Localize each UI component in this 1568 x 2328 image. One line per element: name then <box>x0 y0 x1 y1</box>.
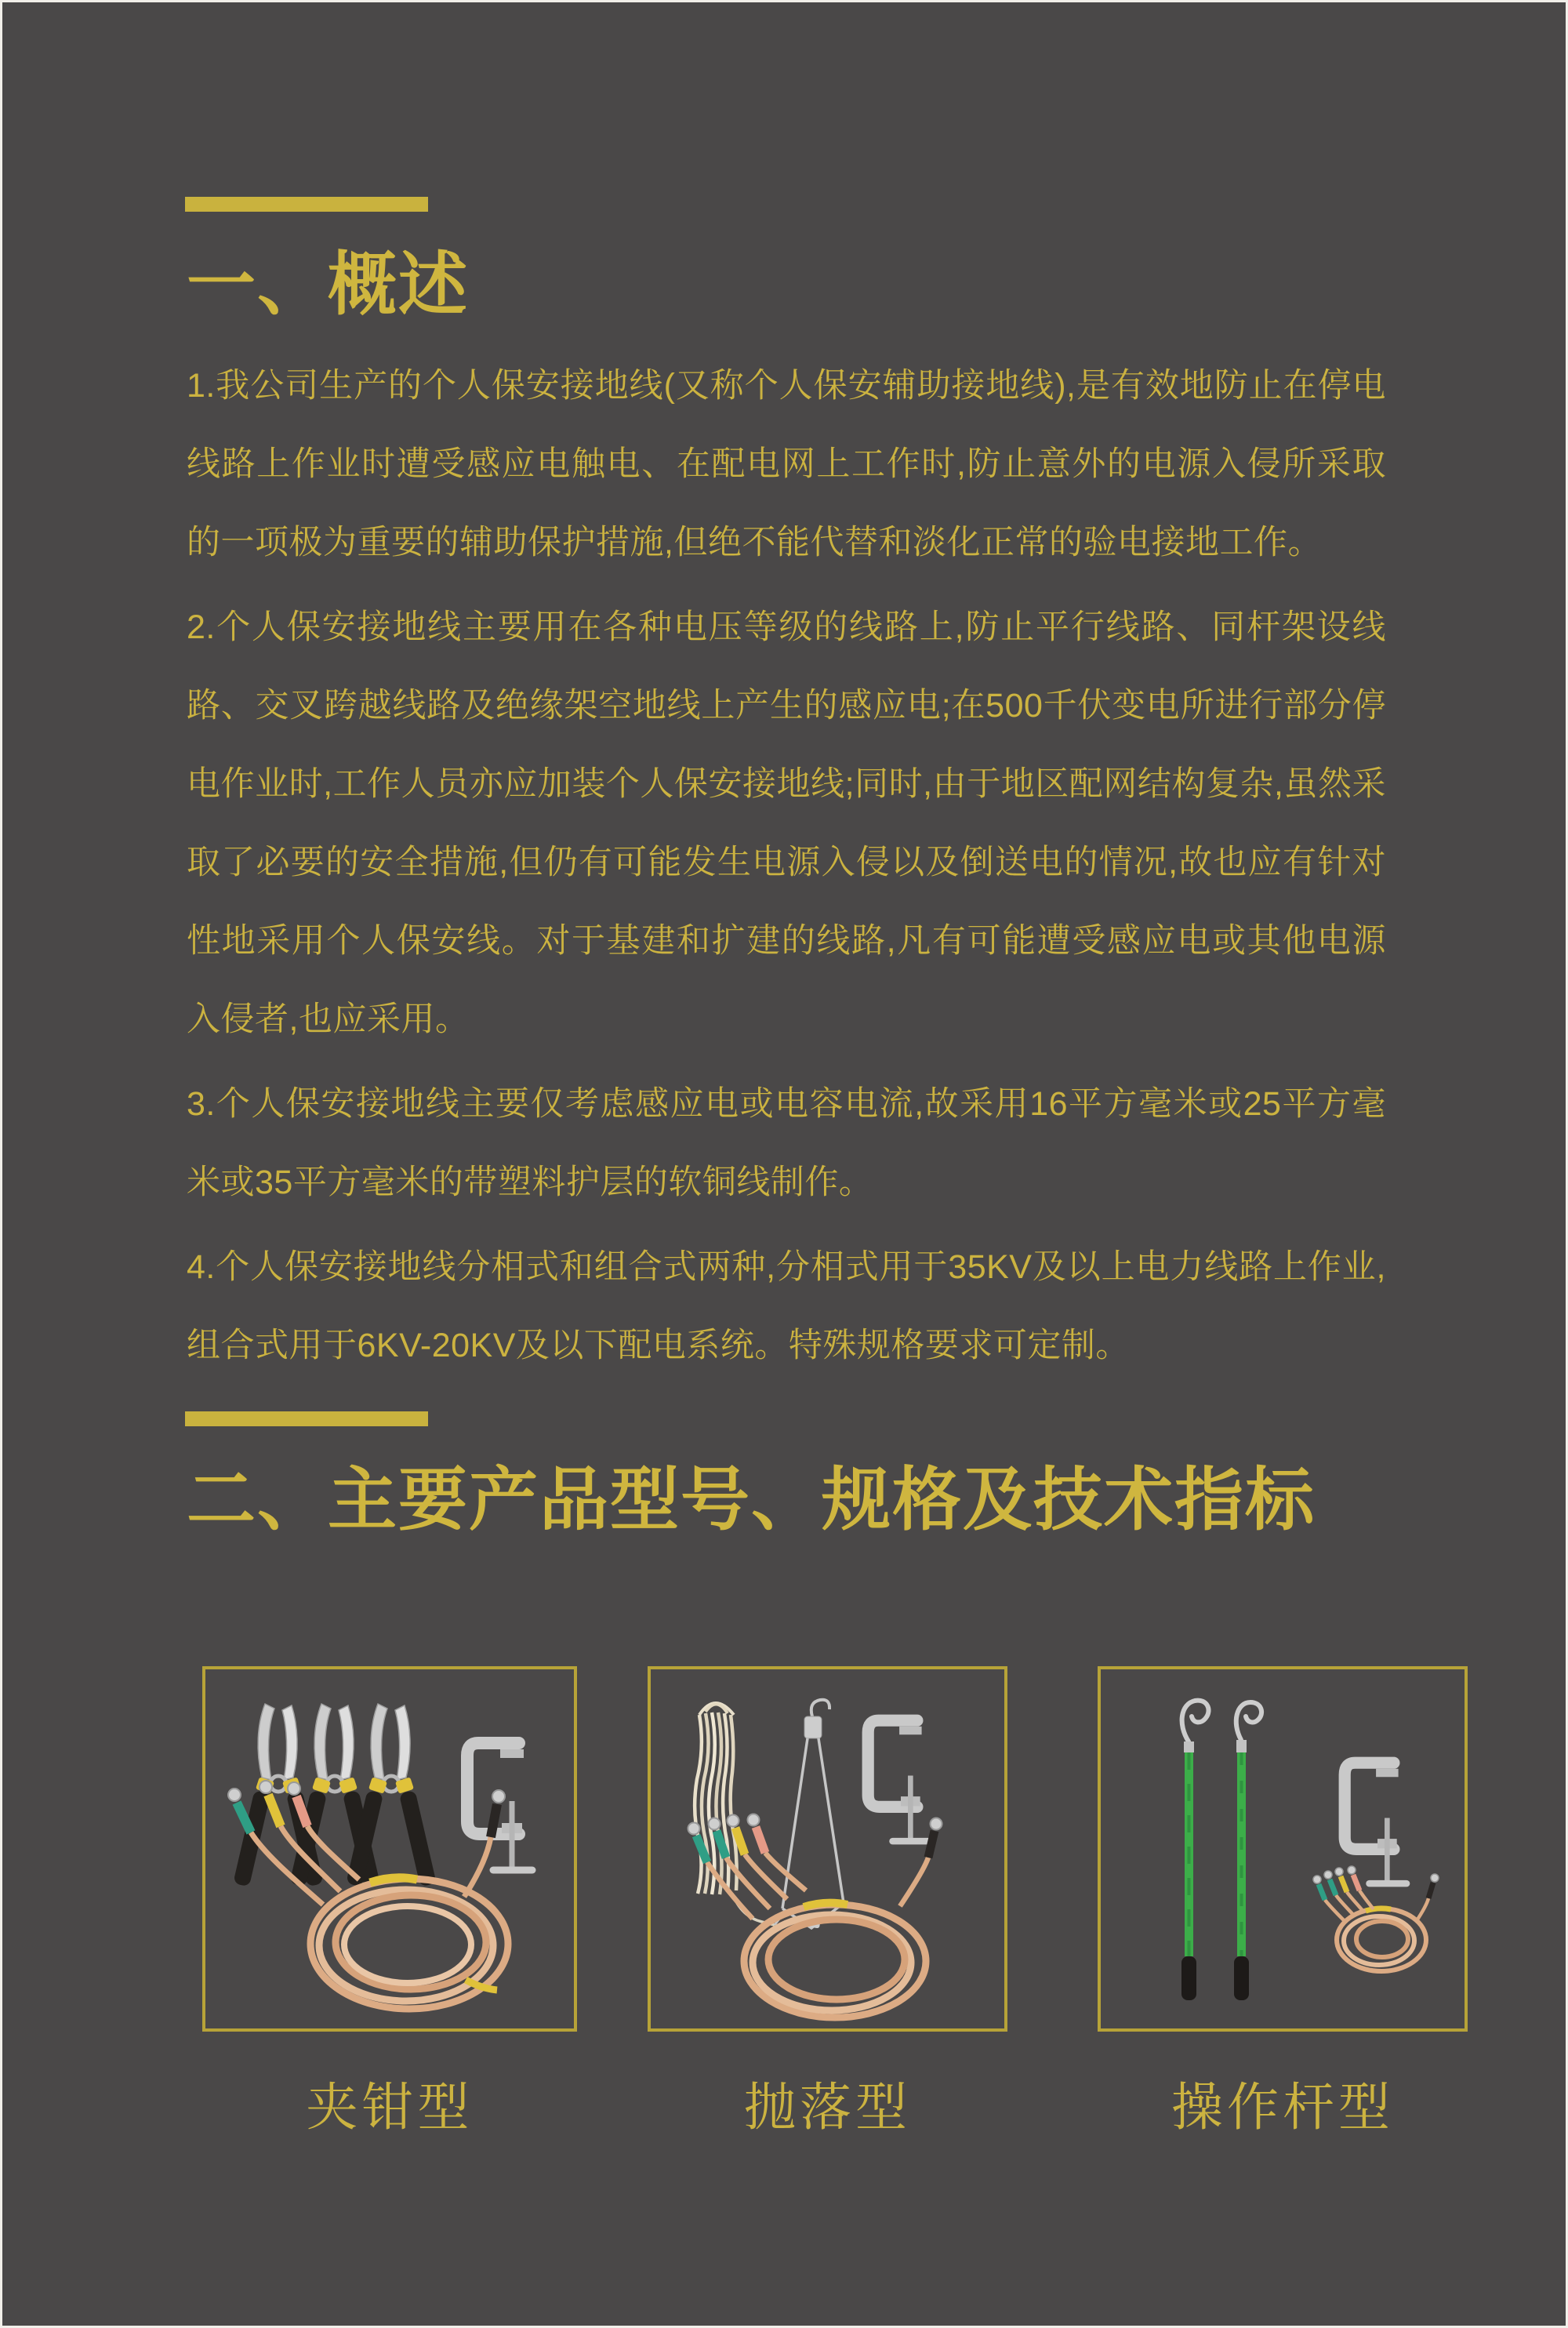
operating-rod-type-illustration <box>1101 1669 1465 2028</box>
insulated-pole-icon <box>1181 1701 1209 2000</box>
section1-heading: 一、概述 <box>187 245 470 323</box>
paragraph: 2.个人保安接地线主要用在各种电压等级的线路上,防止平行线路、同杆架设线路、交叉跨越线路及绝缘架空地线上产生的感应电;在500千伏变电所进行部分停电作业时,工作人员亦应加装个人保安接地线;同时,由于地区配网结构复杂,虽然采取了必要的安全措施,但仍有可能发生电源入侵以及倒送电的情况,故也应有针对性地采用个人保安线。对于基建和扩建的线路,凡有可能遭受感应电或其他电源入侵者,也应采用。 <box>187 608 1386 1038</box>
insulated-pole-icon <box>1234 1702 1261 2000</box>
product-label: 夹钳型 <box>306 2078 474 2136</box>
product-image-operating-rod-type <box>1098 1666 1468 2032</box>
ground-clamp-icon <box>868 1720 930 1841</box>
section2-heading: 二、主要产品型号、规格及技术指标 <box>187 1461 1316 1538</box>
ground-clamp-icon <box>1345 1763 1406 1883</box>
throw-type-illustration <box>651 1669 1004 2028</box>
section-accent-bar <box>185 1411 428 1426</box>
product-label: 抛落型 <box>744 2078 911 2136</box>
product-label: 操作杆型 <box>1171 2078 1394 2136</box>
rope-coil-icon <box>695 1703 775 1925</box>
paragraph: 4.个人保安接地线分相式和组合式两种,分相式用于35KV及以上电力线路上作业,组合式用于6KV-20KV及以下配电系统。特殊规格要求可定制。 <box>187 1248 1386 1364</box>
product-image-throw-type <box>648 1666 1007 2032</box>
section-accent-bar <box>185 197 428 212</box>
overview-paragraphs <box>187 347 1386 1391</box>
product-image-clamp-type <box>202 1666 577 2032</box>
paragraph: 1.我公司生产的个人保安接地线(又称个人保安辅助接地线),是有效地防止在停电线路上作业时遭受感应电触电、在配电网上工作时,防止意外的电源入侵所采取的一项极为重要的辅助保护措施,但绝不能代替和淡化正常的验电接地工作。 <box>187 367 1386 561</box>
paragraph: 3.个人保安接地线主要仅考虑感应电或电容电流,故采用16平方毫米或25平方毫米或35平方毫米的带塑料护层的软铜线制作。 <box>187 1085 1386 1201</box>
clamp-type-illustration <box>205 1669 574 2028</box>
